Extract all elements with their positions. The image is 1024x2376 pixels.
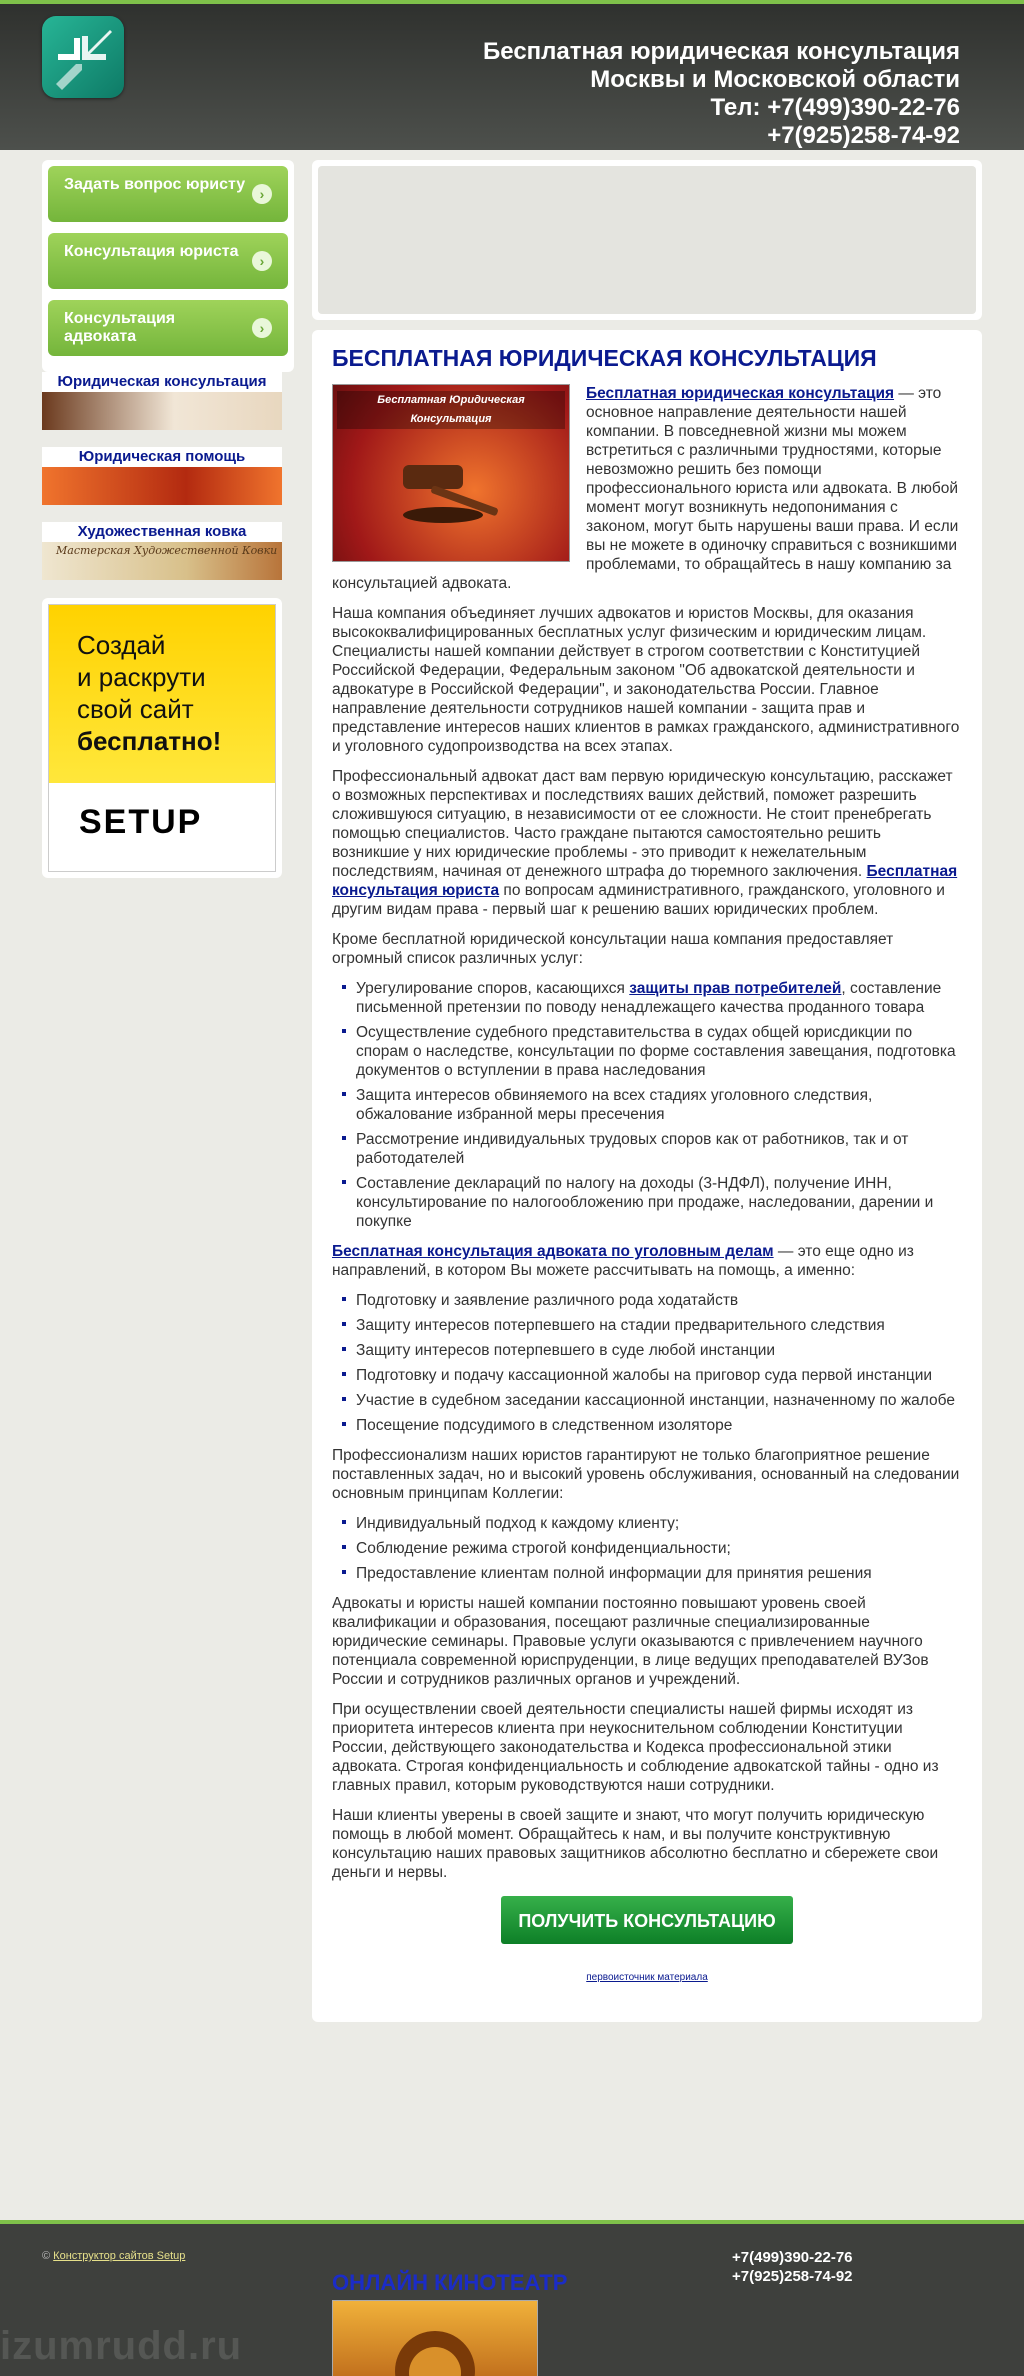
intro-text: — это основное направление деятельности нашей компании. В повседневной жизни мы можем встретиться с различными трудностями, которые невозможно решить без помощи профессионального юриста или адвоката. В любой момент могут возникнуть недопонимания с законом, могут быть нарушены ваши права. И если вы не можете в одиночку справиться с возникшими проблемами, то обращайтесь в нашу компанию за консультацией адвоката. xyxy=(332,385,959,592)
arrow-logo-icon[interactable] xyxy=(42,16,124,98)
get-consultation-button[interactable]: ПОЛУЧИТЬ КОНСУЛЬТАЦИЮ xyxy=(501,1896,793,1944)
footer-phone2: +7(925)258-74-92 xyxy=(732,2268,853,2285)
setup-ad[interactable] xyxy=(42,598,282,878)
paragraph-criminal xyxy=(332,1242,962,1280)
header-title-line1: Бесплатная юридическая консультация xyxy=(483,38,960,65)
list-item: Предоставление клиентам полной информации для принятия решения xyxy=(356,1564,962,1583)
banner-caption: Юридическая консультация xyxy=(42,372,282,392)
list-item: Участие в судебном заседании кассационной инстанции, назначенному по жалобе xyxy=(356,1391,962,1410)
list-item: Подготовку и заявление различного рода ходатайств xyxy=(356,1291,962,1310)
page-title: БЕСПЛАТНАЯ ЮРИДИЧЕСКАЯ КОНСУЛЬТАЦИЯ xyxy=(332,345,877,371)
banner-image xyxy=(42,542,282,580)
hero-image xyxy=(332,384,570,562)
paragraph-advocate xyxy=(332,767,962,919)
principles-list xyxy=(332,1514,962,1583)
services-list xyxy=(332,979,962,1231)
list-item: Рассмотрение индивидуальных трудовых споров как от работников, так и от работодателей xyxy=(356,1130,962,1168)
online-cinema-title[interactable]: ОНЛАЙН КИНОТЕАТР xyxy=(332,2270,568,2295)
list-item: Соблюдение режима строгой конфиденциальности; xyxy=(356,1539,962,1558)
list-item: Защиту интересов потерпевшего в суде любой инстанции xyxy=(356,1341,962,1360)
top-placeholder-box xyxy=(312,160,982,320)
paragraph-company: Наша компания объединяет лучших адвокатов и юристов Москвы, для оказания высококвалифицированных бесплатных услуг физическим и юридическим лицам. Специалисты нашей компании действует в строгом соответствии с Конституцией Российской Федерации, Федеральным законом "Об адвокатской деятельности и адвокатуре в Российской Федерации", и законодательства России. Главное направление деятельности сотрудников нашей компании - защита прав и представление интересов наших клиентов в рамках гражданского, административного и уголовного судопроизводства на всех этапах. xyxy=(332,605,960,755)
menu-button-label: Консультация адвоката xyxy=(64,310,176,345)
banner-caption: Юридическая помощь xyxy=(42,447,282,467)
site-header xyxy=(0,0,1024,150)
list-item-text: Урегулирование споров, касающихся xyxy=(356,980,630,997)
free-consultation-link[interactable]: Бесплатная юридическая консультация xyxy=(586,385,895,402)
paragraph-professionalism: Профессионализм наших юристов гарантируют не только благоприятное решение поставленных задач, но и высокий уровень обслуживания, основанный на следовании основным принципам Коллегии: xyxy=(332,1447,960,1502)
criminal-text: — это еще одно из направлений, в котором Вы можете рассчитывать на помощь, а именно: xyxy=(332,1243,914,1279)
banner-legal-help[interactable] xyxy=(42,447,282,505)
hero-image-caption: Бесплатная Юридическая Консультация xyxy=(337,391,565,429)
banner-art-forging[interactable] xyxy=(42,522,282,580)
chevron-right-icon: › xyxy=(252,251,272,271)
sidebar-menu xyxy=(42,160,294,372)
list-item: Подготовку и подачу кассационной жалобы на приговор суда первой инстанции xyxy=(356,1366,962,1385)
setup-ad-frame xyxy=(48,604,276,872)
placeholder-area xyxy=(318,166,976,314)
footer-phone1: +7(499)390-22-76 xyxy=(732,2249,853,2266)
site-builder-link[interactable]: Конструктор сайтов Setup xyxy=(53,2250,186,2262)
paragraph-qualification: Адвокаты и юристы нашей компании постоянно повышают уровень своей квалификации и образования, посещают различные специализированные юридические семинары. Правовые услуги оказываются с привлечением научного потенциала современной юриспруденции, в лице ведущих преподавателей ВУЗов России и сотрудников различных органов и учреждений. xyxy=(332,1595,929,1688)
header-contacts xyxy=(483,38,960,150)
menu-button-label: Консультация юриста xyxy=(64,243,239,260)
list-item: Защита интересов обвиняемого на всех стадиях уголовного следствия, обжалование избранной меры пресечения xyxy=(356,1086,962,1124)
paragraph-priority: При осуществлении своей деятельности специалисты нашей фирмы исходят из приоритета интересов клиента при неукоснительном соблюдении Конституции России, действующего законодательства и Кодекса профессиональной этики адвоката. Строгая конфиденциальность и соблюдение адвокатской тайны - одно из главных правил, которым руководствуются наши сотрудники. xyxy=(332,1701,939,1794)
advocate-text: Профессиональный адвокат даст вам первую юридическую консультацию, расскажет о возможных перспективах и последствиях ваших действий, поможет разрешить сложившуюся ситуацию, в независимости от ее сложности. Не стоит пренебрегать помощью специалистов. Часто граждане пытаются самостоятельно решить возникшие у них юридические проблемы - это приводит к нежелательным последствиям, начиная от денежного штрафа до тюремного заключения. xyxy=(332,768,953,880)
source-link[interactable]: первоисточник материала xyxy=(586,1972,708,1983)
footer-copyright xyxy=(42,2250,185,2262)
consumer-rights-link[interactable]: защиты прав потребителей xyxy=(629,980,842,997)
banner-image xyxy=(42,392,282,430)
list-item: Посещение подсудимого в следственном изоляторе xyxy=(356,1416,962,1435)
ad-line1: Создай xyxy=(77,630,166,660)
banner-image xyxy=(42,467,282,505)
list-item: Защиту интересов потерпевшего на стадии предварительного следствия xyxy=(356,1316,962,1335)
header-phone2: +7(925)258-74-92 xyxy=(767,122,960,149)
menu-button-lawyer-consultation[interactable] xyxy=(48,233,288,289)
copyright-symbol: © xyxy=(42,2250,51,2262)
list-item: Индивидуальный подход к каждому клиенту; xyxy=(356,1514,962,1533)
main-content xyxy=(312,330,982,2022)
paragraph-services-intro: Кроме бесплатной юридической консультации наша компания предоставляет огромный список различных услуг: xyxy=(332,931,894,967)
header-title-line2: Москвы и Московской области xyxy=(590,66,960,93)
banner-caption: Художественная ковка xyxy=(42,522,282,542)
criminal-services-list xyxy=(332,1291,962,1435)
menu-button-label: Задать вопрос юристу xyxy=(64,176,246,193)
menu-button-ask-lawyer[interactable] xyxy=(48,166,288,222)
lion-logo-icon xyxy=(333,2301,537,2376)
online-cinema-image[interactable] xyxy=(332,2300,538,2376)
site-footer xyxy=(0,2220,1024,2376)
ad-line3: свой сайт xyxy=(77,694,194,724)
chevron-right-icon: › xyxy=(252,318,272,338)
setup-ad-text xyxy=(49,605,275,783)
ad-line2: и раскрути xyxy=(77,662,206,692)
lawyer-consultation-link[interactable]: Бесплатная консультация юриста xyxy=(332,863,958,899)
chevron-right-icon: › xyxy=(252,184,272,204)
banner-legal-consultation[interactable] xyxy=(42,372,282,430)
banner-image-text: Мастерская Художественной Ковки xyxy=(56,544,278,557)
watermark: izumrudd.ru xyxy=(0,2324,243,2368)
list-item: Осуществление судебного представительства в судах общей юрисдикции по спорам о наследстве, консультации по форме составления завещания, подготовка документов о вступлении в права наследования xyxy=(356,1023,962,1080)
footer-phones xyxy=(732,2248,853,2286)
advocate-tail: по вопросам административного, гражданского, уголовного и другим видам права - первый шаг к решению ваших юридических проблем. xyxy=(332,882,945,918)
gavel-icon xyxy=(393,455,513,525)
criminal-consultation-link[interactable]: Бесплатная консультация адвоката по уголовным делам xyxy=(332,1243,774,1260)
ad-line4: бесплатно! xyxy=(77,726,222,756)
setup-brand-logo: SETUP xyxy=(79,803,203,841)
list-item-text: , составление письменной претензии по поводу ненадлежащего качества проданного товара xyxy=(356,980,942,1016)
header-phone1: Тел: +7(499)390-22-76 xyxy=(710,94,960,121)
list-item: Составление деклараций по налогу на доходы (3-НДФЛ), получение ИНН, консультирование по налогообложению при продаже, наследовании, дарении и покупке xyxy=(356,1174,962,1231)
menu-button-advocate-consultation[interactable] xyxy=(48,300,288,356)
list-item xyxy=(356,979,962,1017)
paragraph-clients: Наши клиенты уверены в своей защите и знают, что могут получить юридическую помощь в любой момент. Обращайтесь к нам, и вы получите конструктивную консультацию наших правовых защитников абсолютно бесплатно и сбережете свои деньги и нервы. xyxy=(332,1807,939,1881)
